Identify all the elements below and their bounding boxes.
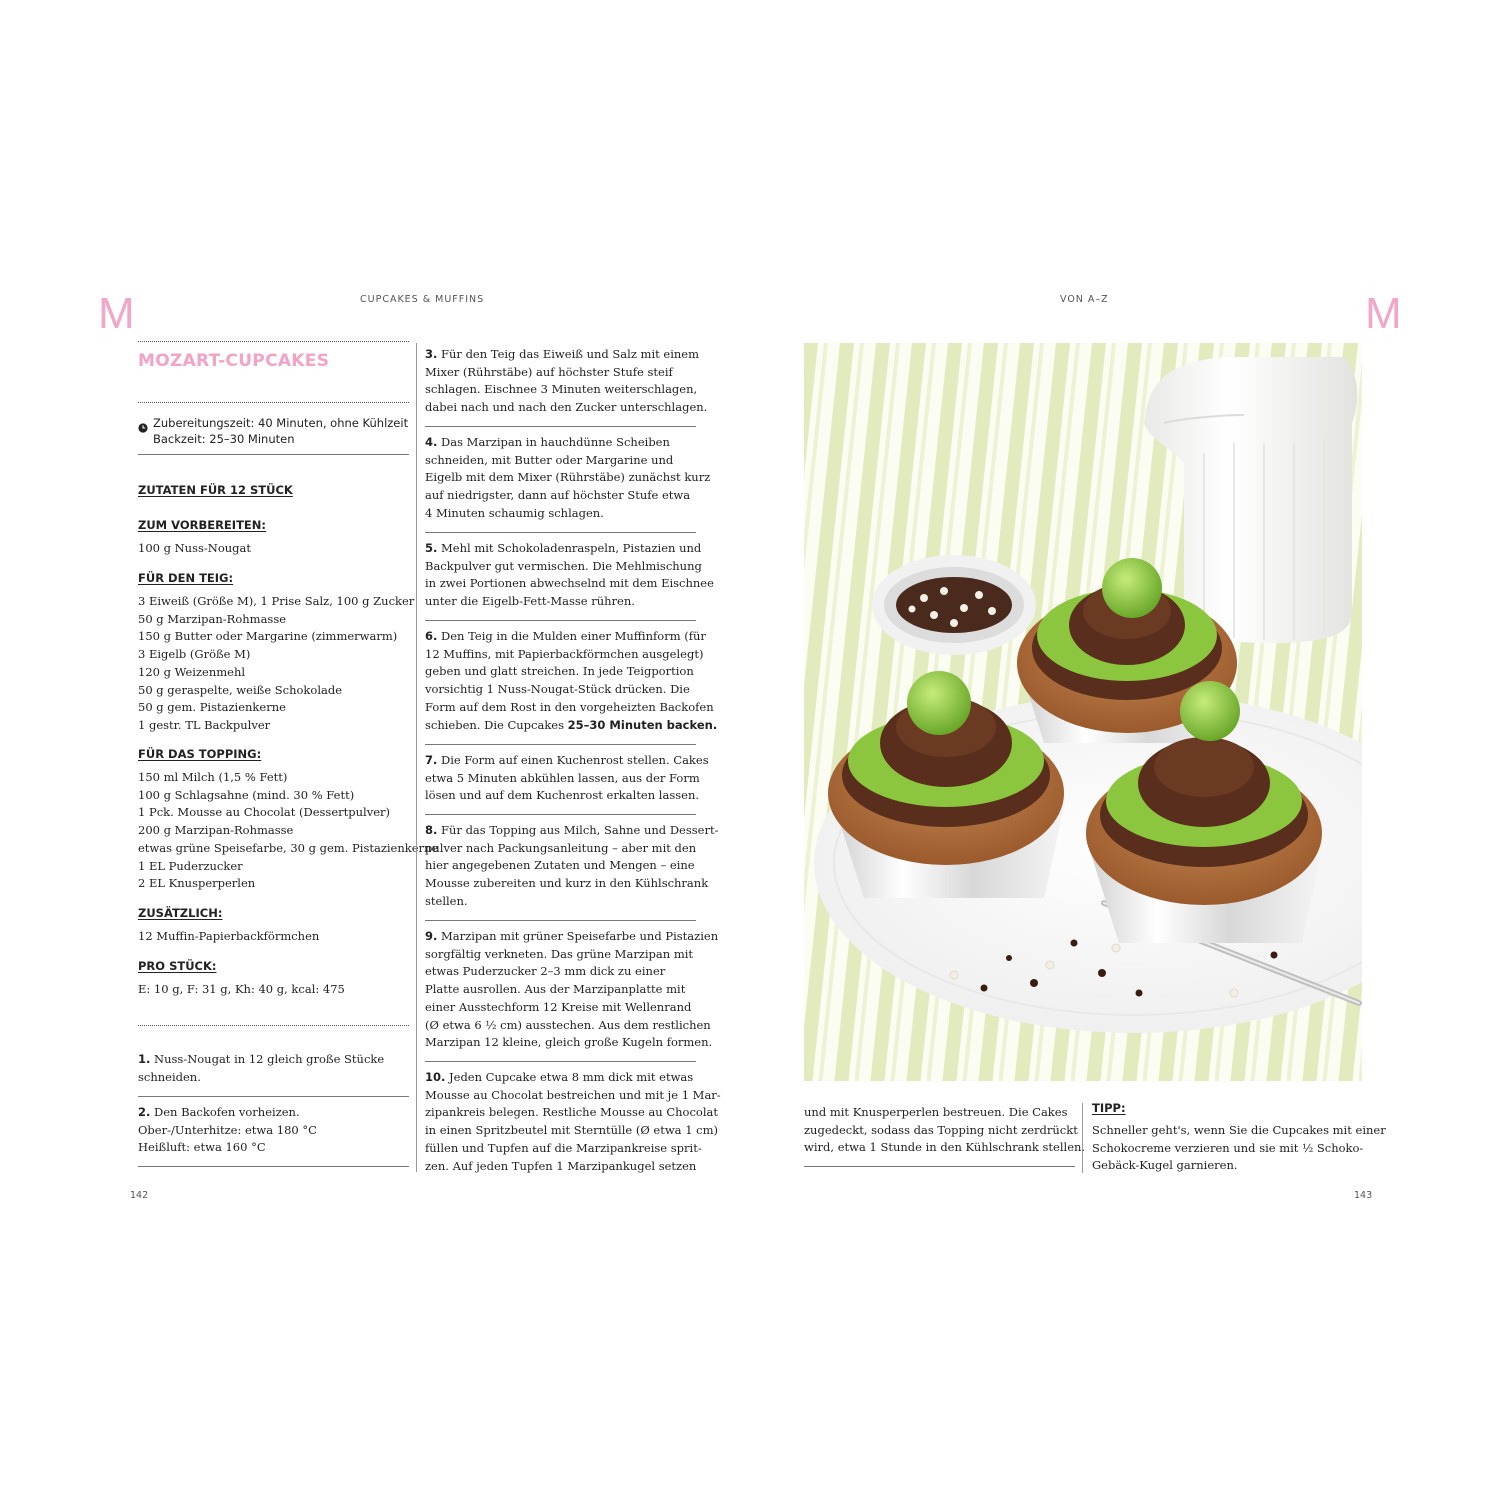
- step-text: Jeden Cupcake etwa 8 mm dick mit etwas: [449, 1070, 694, 1084]
- step-9: [425, 928, 719, 1052]
- step-text: 4 Minuten schaumig schlagen.: [425, 505, 604, 520]
- step-number: 9.: [425, 929, 438, 943]
- nutrition-info: [138, 981, 345, 999]
- section-letter-right: M: [1365, 289, 1402, 338]
- step-text: zen. Auf jeden Tupfen 1 Marzipankugel setzen: [425, 1158, 697, 1173]
- step-text: Für den Teig das Eiweiß und Salz mit einem: [441, 347, 700, 361]
- prep-time: Zubereitungszeit: 40 Minuten, ohne Kühlzeit: [153, 416, 409, 430]
- column-rule: [416, 343, 417, 1172]
- ingredient-list: [138, 928, 319, 946]
- step-text: Die Form auf einen Kuchenrost stellen. Cakes: [441, 753, 709, 767]
- clock-icon: [138, 418, 148, 437]
- step-text: auf niedrigster, dann auf höchster Stufe etwa: [425, 488, 691, 503]
- divider: [425, 532, 696, 533]
- ingredient-list: [138, 769, 438, 893]
- ingredient-line: 12 Muffin-Papierbackförmchen: [138, 929, 320, 943]
- group-heading: FÜR DAS TOPPING:: [138, 747, 262, 761]
- continuation-text: [804, 1104, 1086, 1157]
- ingredient-line: 3 Eigelb (Größe M): [138, 647, 251, 662]
- step-text: Mixer (Rührstäbe) auf höchster Stufe steif: [425, 364, 673, 379]
- step-8: [425, 822, 719, 911]
- ingredient-list: [138, 540, 251, 558]
- step-number: 4.: [425, 435, 438, 449]
- divider: [804, 1166, 1075, 1167]
- section-letter-left: M: [98, 289, 135, 338]
- divider-dotted: [138, 1025, 409, 1026]
- step-text: unter die Eigelb-Fett-Masse rühren.: [425, 594, 635, 609]
- ingredient-list: [138, 593, 414, 735]
- divider-dotted: [138, 402, 409, 403]
- divider: [425, 920, 696, 921]
- step-text: in einen Spritzbeutel mit Sterntülle (Ø etwa 1 cm): [425, 1123, 718, 1138]
- tip-line: Schneller geht's, wenn Sie die Cupcakes mit einer: [1092, 1123, 1386, 1137]
- ingredient-line: 100 g Nuss-Nougat: [138, 541, 252, 555]
- step-text: Form auf dem Rost in den vorgeheizten Backofen: [425, 699, 714, 714]
- step-text: geben und glatt streichen. In jede Teigportion: [425, 664, 694, 679]
- step-6: [425, 628, 718, 734]
- page-number-right: 143: [1354, 1190, 1373, 1201]
- step-text: Marzipan mit grüner Speisefarbe und Pistazien: [441, 929, 719, 943]
- step-5: [425, 540, 714, 611]
- step-number: 10.: [425, 1070, 446, 1084]
- ingredient-line: 1 gestr. TL Backpulver: [138, 717, 271, 732]
- ingredient-line: 120 g Weizenmehl: [138, 664, 246, 679]
- ingredient-line: 150 ml Milch (1,5 % Fett): [138, 770, 288, 784]
- step-text: schneiden.: [138, 1069, 201, 1084]
- step-text: Mehl mit Schokoladenraspeln, Pistazien und: [441, 541, 702, 555]
- step-text: stellen.: [425, 893, 468, 908]
- step-number: 8.: [425, 823, 438, 837]
- ingredient-line: 1 Pck. Mousse au Chocolat (Dessertpulver): [138, 805, 390, 820]
- step-text: 12 Muffins, mit Papierbackförmchen ausgelegt): [425, 646, 704, 661]
- divider: [425, 620, 696, 621]
- running-head-right: VON A–Z: [1060, 294, 1109, 305]
- step-text: Mousse zubereiten und kurz in den Kühlschrank: [425, 876, 709, 891]
- divider: [138, 454, 409, 455]
- step-number: 3.: [425, 347, 438, 361]
- ingredient-line: 200 g Marzipan-Rohmasse: [138, 823, 294, 838]
- cupcakes-photo: [804, 343, 1362, 1081]
- continuation-line: zugedeckt, sodass das Topping nicht zerdrückt: [804, 1122, 1078, 1137]
- step-7: [425, 752, 709, 805]
- divider-dotted: [138, 341, 409, 342]
- tip-text: [1092, 1122, 1386, 1175]
- group-heading: ZUM VORBEREITEN:: [138, 518, 266, 532]
- step-text: hier angegebenen Zutaten und Mengen – eine: [425, 858, 695, 873]
- tip-line: Gebäck-Kugel garnieren.: [1092, 1158, 1238, 1173]
- ingredient-line: 50 g gem. Pistazienkerne: [138, 700, 286, 715]
- continuation-line: wird, etwa 1 Stunde in den Kühlschrank stellen.: [804, 1140, 1086, 1155]
- step-text: Das Marzipan in hauchdünne Scheiben: [441, 435, 670, 449]
- ingredients-heading: ZUTATEN FÜR 12 STÜCK: [138, 483, 293, 497]
- step-text: schieben. Die Cupcakes: [425, 717, 568, 732]
- step-text: pulver nach Packungsanleitung – aber mit den: [425, 840, 697, 855]
- divider: [138, 1096, 409, 1097]
- nutrition-line: E: 10 g, F: 31 g, Kh: 40 g, kcal: 475: [138, 982, 345, 996]
- step-number: 7.: [425, 753, 438, 767]
- divider: [425, 426, 696, 427]
- step-text: etwa 5 Minuten abkühlen lassen, aus der Form: [425, 770, 700, 785]
- step-text: vorsichtig 1 Nuss-Nougat-Stück drücken. Die: [425, 682, 690, 697]
- step-2: [138, 1104, 409, 1157]
- step-text: lösen und auf dem Kuchenrost erkalten lassen.: [425, 788, 700, 803]
- step-text: sorgfältig verkneten. Das grüne Marzipan mit: [425, 946, 694, 961]
- column-rule: [1082, 1103, 1083, 1173]
- step-text: schneiden, mit Butter oder Margarine und: [425, 452, 674, 467]
- divider: [138, 1166, 409, 1167]
- step-text: Heißluft: etwa 160 °C: [138, 1140, 266, 1155]
- divider: [425, 814, 696, 815]
- step-emphasis: 25–30 Minuten backen.: [567, 717, 718, 732]
- group-heading: PRO STÜCK:: [138, 959, 217, 973]
- step-number: 1.: [138, 1052, 151, 1066]
- step-text: Ober-/Unterhitze: etwa 180 °C: [138, 1122, 317, 1137]
- group-heading: ZUSÄTZLICH:: [138, 906, 223, 920]
- recipe-title: MOZART-CUPCAKES: [138, 351, 330, 371]
- step-text: Den Backofen vorheizen.: [154, 1105, 300, 1119]
- tip-line: Schokocreme verzieren und sie mit ½ Schoko-: [1092, 1140, 1364, 1155]
- ingredient-line: 2 EL Knusperperlen: [138, 876, 256, 891]
- step-number: 6.: [425, 629, 438, 643]
- step-text: schlagen. Eischnee 3 Minuten weiterschlagen,: [425, 382, 698, 397]
- step-text: einer Ausstechform 12 Kreise mit Wellenrand: [425, 999, 692, 1014]
- ingredient-line: 100 g Schlagsahne (mind. 30 % Fett): [138, 787, 355, 802]
- step-text: füllen und Tupfen auf die Marzipankreise sprit-: [425, 1140, 702, 1155]
- divider: [425, 744, 696, 745]
- step-4: [425, 434, 711, 523]
- step-text: Eigelb mit dem Mixer (Rührstäbe) zunächst kurz: [425, 470, 711, 485]
- step-10: [425, 1069, 721, 1175]
- step-3: [425, 346, 708, 417]
- step-text: Marzipan 12 kleine, gleich große Kugeln formen.: [425, 1035, 713, 1050]
- ingredient-line: 1 EL Puderzucker: [138, 858, 243, 873]
- time-info: [153, 415, 408, 447]
- step-1: [138, 1051, 409, 1086]
- ingredient-line: 50 g geraspelte, weiße Schokolade: [138, 682, 343, 697]
- step-text: (Ø etwa 6 ½ cm) ausstechen. Aus dem restlichen: [425, 1017, 711, 1032]
- running-head-left: CUPCAKES & MUFFINS: [360, 294, 485, 305]
- step-number: 2.: [138, 1105, 151, 1119]
- ingredient-line: 50 g Marzipan-Rohmasse: [138, 611, 287, 626]
- step-text: etwas Puderzucker 2–3 mm dick zu einer: [425, 964, 666, 979]
- step-text: in zwei Portionen abwechselnd mit dem Eischnee: [425, 576, 714, 591]
- bake-time: Backzeit: 25–30 Minuten: [153, 432, 295, 446]
- step-text: Für das Topping aus Milch, Sahne und Dessert-: [441, 823, 719, 837]
- ingredient-line: 3 Eiweiß (Größe M), 1 Prise Salz, 100 g Zucker: [138, 594, 415, 608]
- page-number-left: 142: [130, 1190, 149, 1201]
- group-heading: FÜR DEN TEIG:: [138, 571, 234, 585]
- step-text: zipankreis belegen. Restliche Mousse au Chocolat: [425, 1105, 718, 1120]
- divider: [425, 1061, 696, 1062]
- step-text: Den Teig in die Mulden einer Muffinform (für: [441, 629, 706, 643]
- step-number: 5.: [425, 541, 438, 555]
- tip-heading: TIPP:: [1092, 1101, 1126, 1115]
- continuation-line: und mit Knusperperlen bestreuen. Die Cakes: [804, 1105, 1068, 1119]
- ingredient-line: etwas grüne Speisefarbe, 30 g gem. Pistazienkerne: [138, 840, 439, 855]
- step-text: Platte ausrollen. Aus der Marzipanplatte mit: [425, 982, 686, 997]
- step-text: Backpulver gut vermischen. Die Mehlmischung: [425, 558, 702, 573]
- step-text: dabei nach und nach den Zucker unterschlagen.: [425, 400, 708, 415]
- step-text: Nuss-Nougat in 12 gleich große Stücke: [154, 1052, 385, 1066]
- step-text: Mousse au Chocolat bestreichen und mit je 1 Mar-: [425, 1087, 721, 1102]
- ingredient-line: 150 g Butter oder Margarine (zimmerwarm): [138, 629, 398, 644]
